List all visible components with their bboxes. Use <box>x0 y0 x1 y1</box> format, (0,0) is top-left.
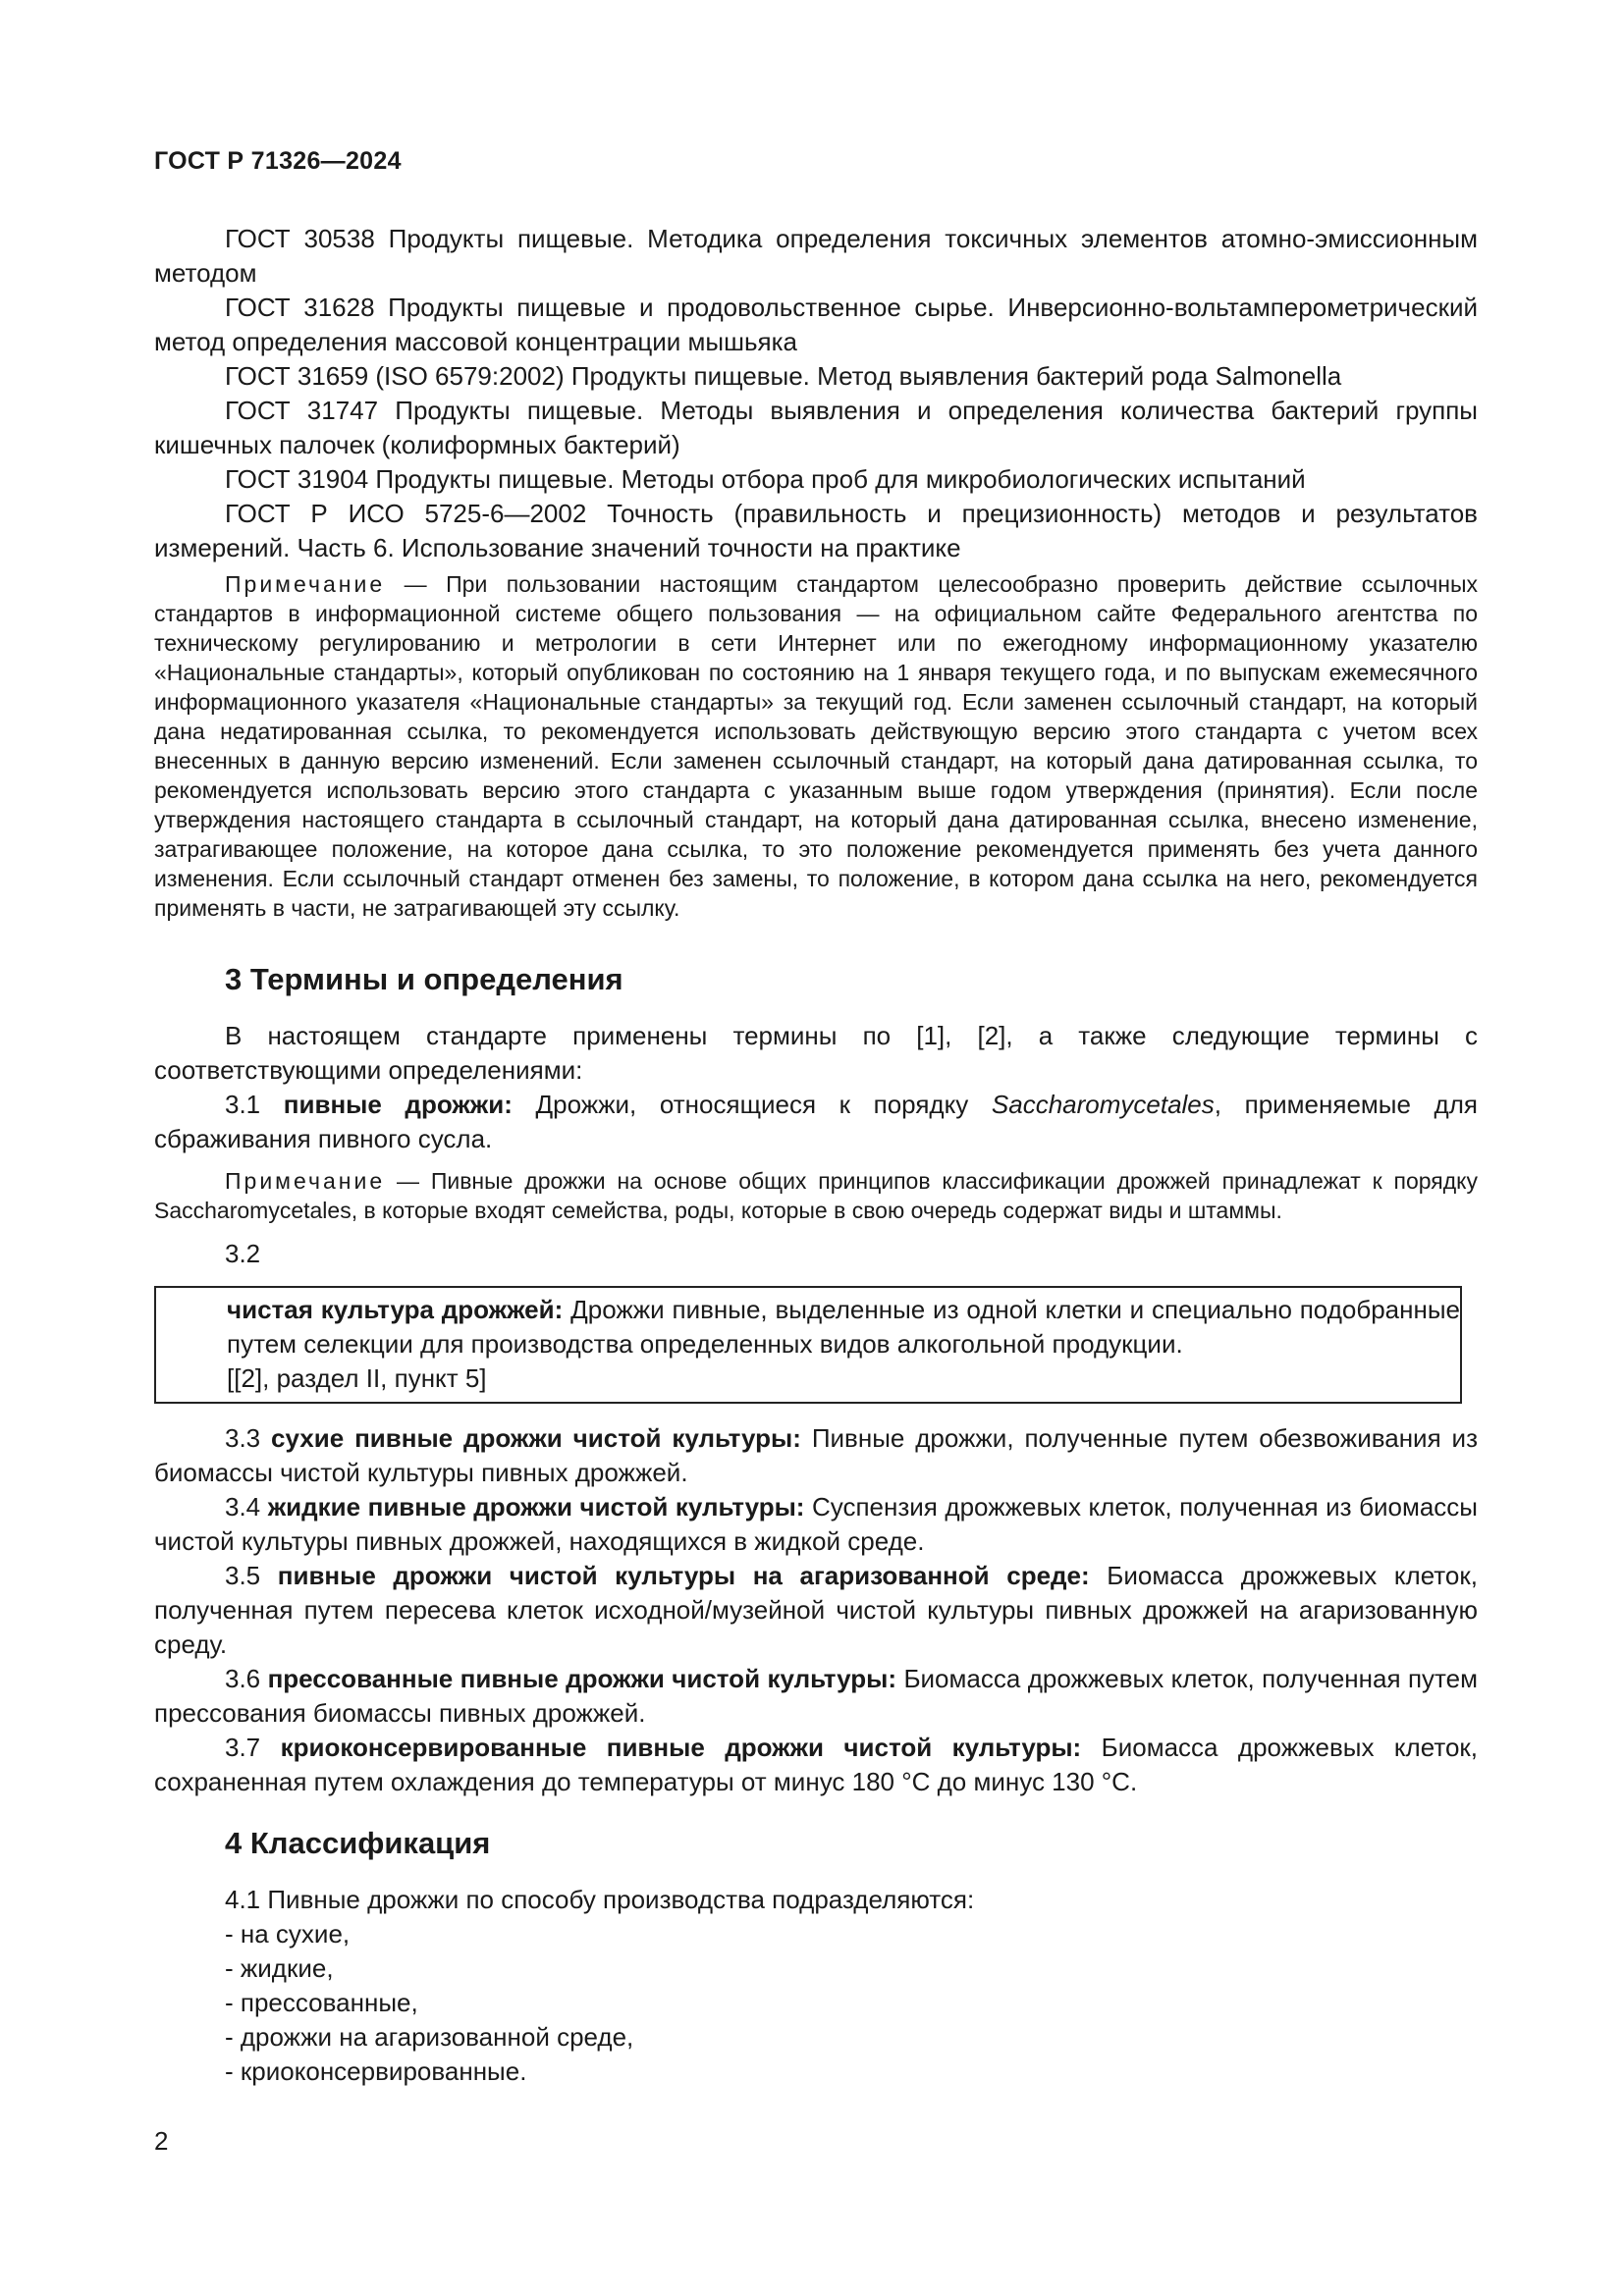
page-number: 2 <box>154 2126 169 2156</box>
term-3-6: 3.6 прессованные пивные дрожжи чистой культуры: Биомасса дрожжевых клеток, полученная путем прессования биомассы пивных дрожжей. <box>154 1664 1478 1728</box>
note-text: — При пользовании настоящим стандартом целесообразно проверить действие ссылочных стандартов в информационной системе общего пользования — на официальном сайте Федерального агентства по техническому регулированию и метрологии в сети Интернет или по ежегодному информационному указателю «Национальные стандарты», который опубликован по состоянию на 1 января текущего года, и по выпускам ежемесячного информационного указателя «Национальные стандарты» за текущий год. Если заменен ссылочный стандарт, на который дана недатированная ссылка, то рекомендуется использовать действующую версию этого стандарта с учетом всех внесенных в данную версию изменений. Если заменен ссылочный стандарт, на который дана датированная ссылка, то рекомендуется использовать версию этого стандарта с указанным выше годом утверждения (принятия). Если после утверждения настоящего стандарта в ссылочный стандарт, на который дана датированная ссылка, внесено изменение, затрагивающее положение, на которое дана ссылка, то это положение рекомендуется применять без учета данного изменения. Если ссылочный стандарт отменен без замены, то положение, в котором дана ссылка на него, рекомендуется применять в части, не затрагивающей эту ссылку. <box>154 571 1478 921</box>
term-title: чистая культура дрожжей: <box>227 1295 564 1324</box>
term-3-2: чистая культура дрожжей: Дрожжи пивные, выделенные из одной клетки и специально подобранные путем селекции для производства определенных видов алкогольной продукции. <box>227 1295 1460 1359</box>
reference-item: ГОСТ 31659 (ISO 6579:2002) Продукты пищевые. Метод выявления бактерий рода Salmonella <box>225 361 1342 391</box>
term-3-2-box <box>154 1286 1462 1404</box>
reference-item: ГОСТ 31747 Продукты пищевые. Методы выявления и определения количества бактерий группы кишечных палочек (колиформных бактерий) <box>154 396 1478 459</box>
reference-item: ГОСТ Р ИСО 5725-6—2002 Точность (правильность и прецизионность) методов и результатов измерений. Часть 6. Использование значений точности на практике <box>154 499 1478 562</box>
note-label: Примечание <box>225 1168 386 1194</box>
section-3-intro: В настоящем стандарте применены термины по [1], [2], а также следующие термины с соответствующими определениями: <box>154 1021 1478 1085</box>
reference-item: ГОСТ 31904 Продукты пищевые. Методы отбора проб для микробиологических испытаний <box>225 464 1306 494</box>
reference-item: ГОСТ 31628 Продукты пищевые и продовольственное сырье. Инверсионно-вольтамперометрический метод определения массовой концентрации мышьяка <box>154 293 1478 356</box>
note-text: — Пивные дрожжи на основе общих принципов классификации дрожжей принадлежат к порядку Saccharomycetales, в которые входят семейства, роды, которые в свою очередь содержат виды и штаммы. <box>154 1168 1478 1223</box>
references-list <box>154 222 1478 565</box>
term-3-2-number: 3.2 <box>225 1239 261 1268</box>
term-3-1: 3.1 пивные дрожжи: Дрожжи, относящиеся к порядку Saccharomycetales, применяемые для сбраживания пивного сусла. <box>154 1090 1478 1153</box>
list-item: - прессованные, <box>225 1988 418 2017</box>
term-3-5: 3.5 пивные дрожжи чистой культуры на агаризованной среде: Биомасса дрожжевых клеток, полученная путем пересева клеток исходной/музейной чистой культуры пивных дрожжей на агаризованную среду. <box>154 1561 1478 1659</box>
note-references <box>154 569 1478 923</box>
document-header: ГОСТ Р 71326—2024 <box>154 147 402 175</box>
list-item: - на сухие, <box>225 1919 351 1949</box>
term-3-7: 3.7 криоконсервированные пивные дрожжи чистой культуры: Биомасса дрожжевых клеток, сохраненная путем охлаждения до температуры от минус 180 °С до минус 130 °С. <box>154 1733 1478 1796</box>
reference-item: ГОСТ 30538 Продукты пищевые. Методика определения токсичных элементов атомно-эмиссионным методом <box>154 224 1478 288</box>
term-3-2-source: [[2], раздел II, пункт 5] <box>227 1363 487 1393</box>
list-item: - дрожжи на агаризованной среде, <box>225 2022 634 2052</box>
section-4-body <box>154 1883 1478 2089</box>
term-3-4: 3.4 жидкие пивные дрожжи чистой культуры: Суспензия дрожжевых клеток, полученная из биомассы чистой культуры пивных дрожжей, находящихся в жидкой среде. <box>154 1492 1478 1556</box>
term-title: пивные дрожжи: <box>283 1090 513 1119</box>
section-4-title: 4 Классификация <box>225 1826 491 1860</box>
term-3-3: 3.3 сухие пивные дрожжи чистой культуры: Пивные дрожжи, полученные путем обезвоживания из биомассы чистой культуры пивных дрожжей. <box>154 1423 1478 1487</box>
section-3-body <box>154 1019 1478 1156</box>
note-term-3-1 <box>154 1166 1478 1225</box>
note-label: Примечание <box>225 571 386 597</box>
list-item: - криоконсервированные. <box>225 2056 527 2086</box>
section-3-title: 3 Термины и определения <box>225 962 623 996</box>
list-item: - жидкие, <box>225 1953 334 1983</box>
terms-list <box>154 1421 1478 1799</box>
clause-4-1: 4.1 Пивные дрожжи по способу производства подразделяются: <box>225 1885 975 1914</box>
